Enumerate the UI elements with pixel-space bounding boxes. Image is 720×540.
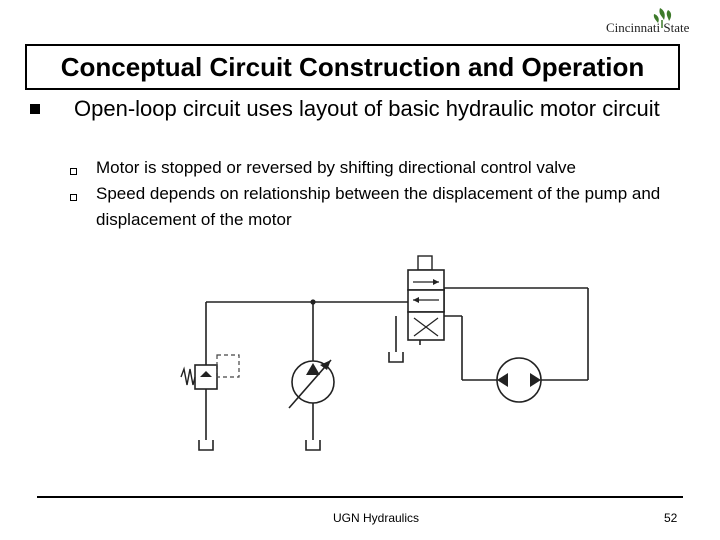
hydraulic-circuit-diagram [0, 240, 720, 460]
sub-bullet-text-2: Speed depends on relationship between the displacement of the pump and displacement of the motor [96, 184, 661, 229]
footer-course-name: UGN Hydraulics [333, 511, 420, 525]
bullet-text: Open-loop circuit uses layout of basic hydraulic motor circuit [74, 96, 660, 121]
square-bullet-icon [30, 104, 40, 114]
slide-title-box [25, 44, 680, 90]
slide-title: Conceptual Circuit Construction and Operation [60, 51, 645, 82]
page-number: 52 [664, 511, 678, 525]
hydraulic-motor-icon [497, 358, 541, 402]
variable-pump-icon [289, 360, 334, 408]
logo-text: Cincinnati State [606, 20, 690, 35]
hollow-square-bullet-icon [70, 194, 77, 201]
relief-valve-icon [181, 355, 239, 389]
footer-divider [37, 496, 683, 498]
hollow-square-bullet-icon [70, 168, 77, 175]
sub-bullet-text-1: Motor is stopped or reversed by shifting directional control valve [96, 158, 577, 177]
directional-control-valve-icon [408, 256, 444, 340]
